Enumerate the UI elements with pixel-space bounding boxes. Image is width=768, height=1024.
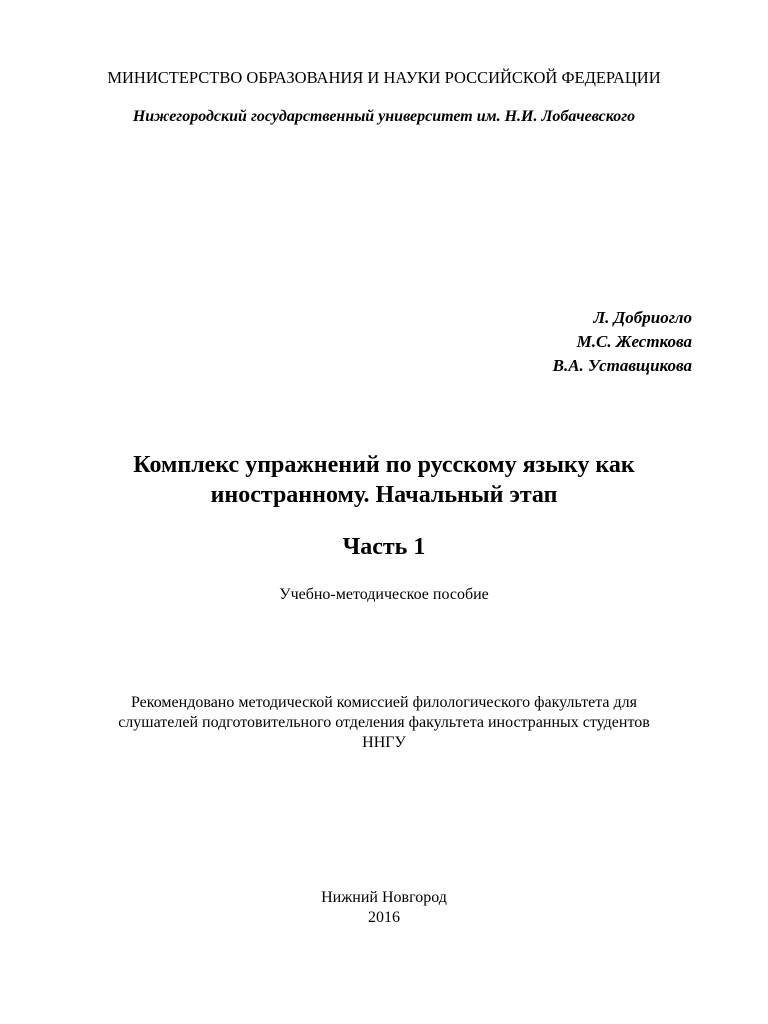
document-title xyxy=(0,450,768,510)
title-line: Комплекс упражнений по русскому языку как xyxy=(133,452,635,478)
author-name: В.А. Уставщикова xyxy=(552,356,692,375)
imprint-city: Нижний Новгород xyxy=(321,889,447,906)
author-name: М.С. Жесткова xyxy=(576,332,692,351)
recommendation-line: ННГУ xyxy=(362,734,406,751)
imprint-year: 2016 xyxy=(368,909,400,926)
recommendation-line: слушателей подготовительного отделения факультета иностранных студентов xyxy=(118,714,650,731)
recommendation-line: Рекомендовано методической комиссией филологического факультета для xyxy=(130,694,637,711)
author-name: Л. Добриогло xyxy=(593,308,692,327)
recommendation-text xyxy=(0,693,768,753)
university-name: Нижегородский государственный университет им. Н.И. Лобачевского xyxy=(132,108,636,125)
ministry-heading: МИНИСТЕРСТВО ОБРАЗОВАНИЯ И НАУКИ РОССИЙСКОЙ ФЕДЕРАЦИИ xyxy=(107,68,661,87)
document-type: Учебно-методическое пособие xyxy=(279,586,489,603)
title-line: иностранному. Начальный этап xyxy=(210,482,558,508)
authors-block xyxy=(553,306,692,378)
part-label: Часть 1 xyxy=(342,534,426,560)
imprint xyxy=(0,888,768,928)
